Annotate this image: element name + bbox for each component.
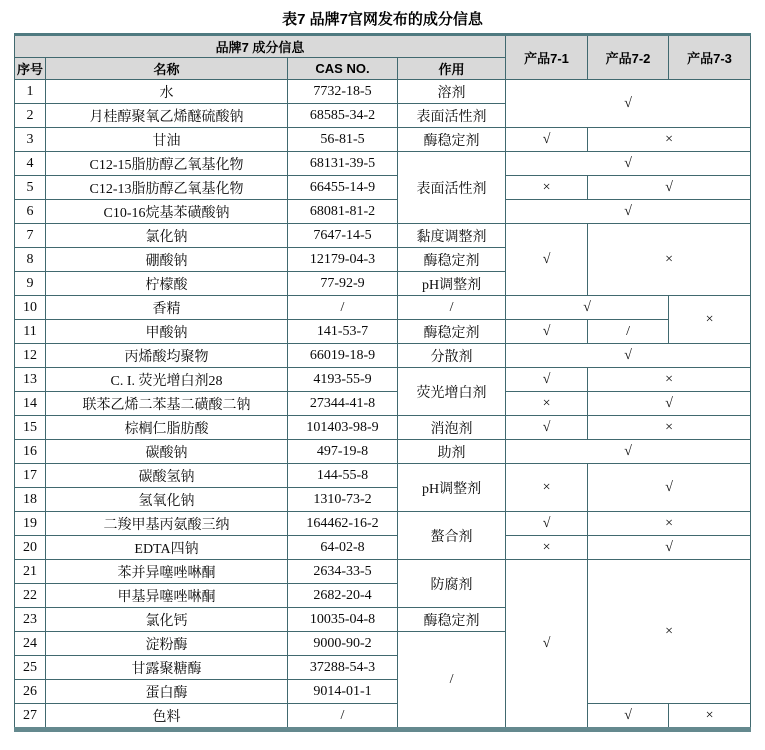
cas-number-cell: 164462-16-2 — [288, 512, 398, 536]
cas-number-cell: 101403-98-9 — [288, 416, 398, 440]
table-row — [15, 80, 751, 104]
header-col-no: 序号 — [15, 58, 46, 80]
row-number-cell: 21 — [15, 560, 46, 584]
cas-number-cell: 56-81-5 — [288, 128, 398, 152]
product-mark-cell: × — [506, 464, 588, 512]
row-number-cell: 19 — [15, 512, 46, 536]
cas-number-cell: 9000-90-2 — [288, 632, 398, 656]
ingredient-name-cell: 联苯乙烯二苯基二磺酸二钠 — [46, 392, 288, 416]
table-row — [15, 344, 751, 368]
header-col-name: 名称 — [46, 58, 288, 80]
function-cell: 助剂 — [398, 440, 506, 464]
cas-number-cell: 144-55-8 — [288, 464, 398, 488]
ingredient-name-cell: 二羧甲基丙氨酸三纳 — [46, 512, 288, 536]
function-cell: 防腐剂 — [398, 560, 506, 608]
function-cell: / — [398, 632, 506, 730]
product-mark-cell: × — [588, 416, 751, 440]
cas-number-cell: 68081-81-2 — [288, 200, 398, 224]
cas-number-cell: 10035-04-8 — [288, 608, 398, 632]
cas-number-cell: 37288-54-3 — [288, 656, 398, 680]
ingredient-name-cell: 氢氧化钠 — [46, 488, 288, 512]
row-number-cell: 25 — [15, 656, 46, 680]
product-mark-cell: √ — [506, 368, 588, 392]
function-cell: pH调整剂 — [398, 272, 506, 296]
row-number-cell: 4 — [15, 152, 46, 176]
product-mark-cell: × — [588, 128, 751, 152]
header-group-title: 品牌7 成分信息 — [15, 35, 506, 58]
table-row — [15, 560, 751, 584]
table-row — [15, 128, 751, 152]
table-row — [15, 416, 751, 440]
ingredient-name-cell: 淀粉酶 — [46, 632, 288, 656]
product-mark-cell: × — [669, 704, 751, 730]
product-mark-cell: √ — [506, 80, 751, 128]
ingredient-name-cell: 氯化钠 — [46, 224, 288, 248]
ingredient-name-cell: 甲酸钠 — [46, 320, 288, 344]
row-number-cell: 16 — [15, 440, 46, 464]
row-number-cell: 3 — [15, 128, 46, 152]
ingredient-name-cell: 甘油 — [46, 128, 288, 152]
ingredient-name-cell: 硼酸钠 — [46, 248, 288, 272]
ingredient-name-cell: C12-13脂肪醇乙氧基化物 — [46, 176, 288, 200]
product-mark-cell: × — [669, 296, 751, 344]
ingredient-name-cell: EDTA四钠 — [46, 536, 288, 560]
row-number-cell: 10 — [15, 296, 46, 320]
cas-number-cell: 12179-04-3 — [288, 248, 398, 272]
product-mark-cell: × — [506, 176, 588, 200]
product-mark-cell: √ — [588, 704, 669, 730]
product-mark-cell: √ — [506, 344, 751, 368]
cas-number-cell: 77-92-9 — [288, 272, 398, 296]
ingredient-name-cell: C10-16烷基苯磺酸钠 — [46, 200, 288, 224]
product-mark-cell: × — [588, 368, 751, 392]
cas-number-cell: 68131-39-5 — [288, 152, 398, 176]
ingredient-name-cell: 碳酸钠 — [46, 440, 288, 464]
row-number-cell: 14 — [15, 392, 46, 416]
cas-number-cell: 9014-01-1 — [288, 680, 398, 704]
ingredient-name-cell: 柠檬酸 — [46, 272, 288, 296]
product-mark-cell: / — [588, 320, 669, 344]
product-mark-cell: √ — [506, 512, 588, 536]
ingredient-name-cell: 蛋白酶 — [46, 680, 288, 704]
ingredient-name-cell: 碳酸氢钠 — [46, 464, 288, 488]
function-cell: 消泡剂 — [398, 416, 506, 440]
table-row — [15, 440, 751, 464]
cas-number-cell: 2682-20-4 — [288, 584, 398, 608]
table-row — [15, 704, 751, 730]
header-product-2: 产品7-2 — [588, 35, 669, 80]
function-cell: 分散剂 — [398, 344, 506, 368]
cas-number-cell: 4193-55-9 — [288, 368, 398, 392]
ingredient-name-cell: C. I. 荧光增白剂28 — [46, 368, 288, 392]
function-cell: 酶稳定剂 — [398, 128, 506, 152]
ingredient-name-cell: 丙烯酸均聚物 — [46, 344, 288, 368]
function-cell: pH调整剂 — [398, 464, 506, 512]
table-row — [15, 200, 751, 224]
function-cell: 酶稳定剂 — [398, 248, 506, 272]
function-cell: 酶稳定剂 — [398, 320, 506, 344]
cas-number-cell: 7732-18-5 — [288, 80, 398, 104]
cas-number-cell: 66019-18-9 — [288, 344, 398, 368]
product-mark-cell: √ — [506, 440, 751, 464]
ingredient-name-cell: C12-15脂肪醇乙氧基化物 — [46, 152, 288, 176]
table-row — [15, 392, 751, 416]
ingredient-name-cell: 水 — [46, 80, 288, 104]
table-row — [15, 464, 751, 488]
ingredient-name-cell: 甘露聚糖酶 — [46, 656, 288, 680]
cas-number-cell: 68585-34-2 — [288, 104, 398, 128]
function-cell: 荧光增白剂 — [398, 368, 506, 416]
table-row — [15, 320, 751, 344]
product-mark-cell: √ — [588, 392, 751, 416]
row-number-cell: 9 — [15, 272, 46, 296]
product-mark-cell: × — [588, 512, 751, 536]
product-mark-cell: × — [506, 392, 588, 416]
row-number-cell: 12 — [15, 344, 46, 368]
table-row — [15, 296, 751, 320]
header-product-1: 产品7-1 — [506, 35, 588, 80]
product-mark-cell: √ — [588, 176, 751, 200]
cas-number-cell: 7647-14-5 — [288, 224, 398, 248]
ingredient-name-cell: 色料 — [46, 704, 288, 730]
product-mark-cell: √ — [506, 152, 751, 176]
row-number-cell: 23 — [15, 608, 46, 632]
header-group-row — [15, 35, 751, 58]
cas-number-cell: 1310-73-2 — [288, 488, 398, 512]
cas-number-cell: 141-53-7 — [288, 320, 398, 344]
ingredient-name-cell: 氯化钙 — [46, 608, 288, 632]
function-cell: 溶剂 — [398, 80, 506, 104]
product-mark-cell: √ — [506, 296, 669, 320]
ingredient-name-cell: 香精 — [46, 296, 288, 320]
function-cell: 螯合剂 — [398, 512, 506, 560]
function-cell: 酶稳定剂 — [398, 608, 506, 632]
function-cell: / — [398, 296, 506, 320]
table-title: 表7 品牌7官网发布的成分信息 — [282, 11, 483, 28]
row-number-cell: 6 — [15, 200, 46, 224]
cas-number-cell: / — [288, 296, 398, 320]
cas-number-cell: 2634-33-5 — [288, 560, 398, 584]
product-mark-cell: × — [506, 536, 588, 560]
row-number-cell: 18 — [15, 488, 46, 512]
table-row — [15, 536, 751, 560]
product-mark-cell: × — [588, 560, 751, 704]
table-header — [15, 35, 751, 80]
table-row — [15, 512, 751, 536]
row-number-cell: 27 — [15, 704, 46, 730]
row-number-cell: 7 — [15, 224, 46, 248]
function-cell: 表面活性剂 — [398, 152, 506, 224]
row-number-cell: 2 — [15, 104, 46, 128]
table-row — [15, 152, 751, 176]
cas-number-cell: 64-02-8 — [288, 536, 398, 560]
ingredients-table — [14, 33, 751, 732]
product-mark-cell: √ — [506, 560, 588, 730]
table-body — [15, 80, 751, 730]
ingredient-name-cell: 苯并异噻唑啉酮 — [46, 560, 288, 584]
row-number-cell: 24 — [15, 632, 46, 656]
row-number-cell: 8 — [15, 248, 46, 272]
row-number-cell: 13 — [15, 368, 46, 392]
ingredient-name-cell: 棕榈仁脂肪酸 — [46, 416, 288, 440]
header-product-3: 产品7-3 — [669, 35, 751, 80]
function-cell: 表面活性剂 — [398, 104, 506, 128]
table-row — [15, 368, 751, 392]
row-number-cell: 1 — [15, 80, 46, 104]
row-number-cell: 11 — [15, 320, 46, 344]
header-col-cas: CAS NO. — [288, 58, 398, 80]
ingredient-name-cell: 甲基异噻唑啉酮 — [46, 584, 288, 608]
ingredient-name-cell: 月桂醇聚氧乙烯醚硫酸钠 — [46, 104, 288, 128]
header-col-role: 作用 — [398, 58, 506, 80]
cas-number-cell: / — [288, 704, 398, 730]
product-mark-cell: √ — [506, 224, 588, 296]
product-mark-cell: √ — [506, 128, 588, 152]
row-number-cell: 17 — [15, 464, 46, 488]
row-number-cell: 5 — [15, 176, 46, 200]
row-number-cell: 20 — [15, 536, 46, 560]
table-row — [15, 224, 751, 248]
product-mark-cell: × — [588, 224, 751, 296]
row-number-cell: 26 — [15, 680, 46, 704]
cas-number-cell: 497-19-8 — [288, 440, 398, 464]
product-mark-cell: √ — [506, 320, 588, 344]
function-cell: 黏度调整剂 — [398, 224, 506, 248]
product-mark-cell: √ — [506, 200, 751, 224]
table-row — [15, 176, 751, 200]
row-number-cell: 15 — [15, 416, 46, 440]
product-mark-cell: √ — [588, 536, 751, 560]
product-mark-cell: √ — [506, 416, 588, 440]
cas-number-cell: 66455-14-9 — [288, 176, 398, 200]
row-number-cell: 22 — [15, 584, 46, 608]
cas-number-cell: 27344-41-8 — [288, 392, 398, 416]
product-mark-cell: √ — [588, 464, 751, 512]
